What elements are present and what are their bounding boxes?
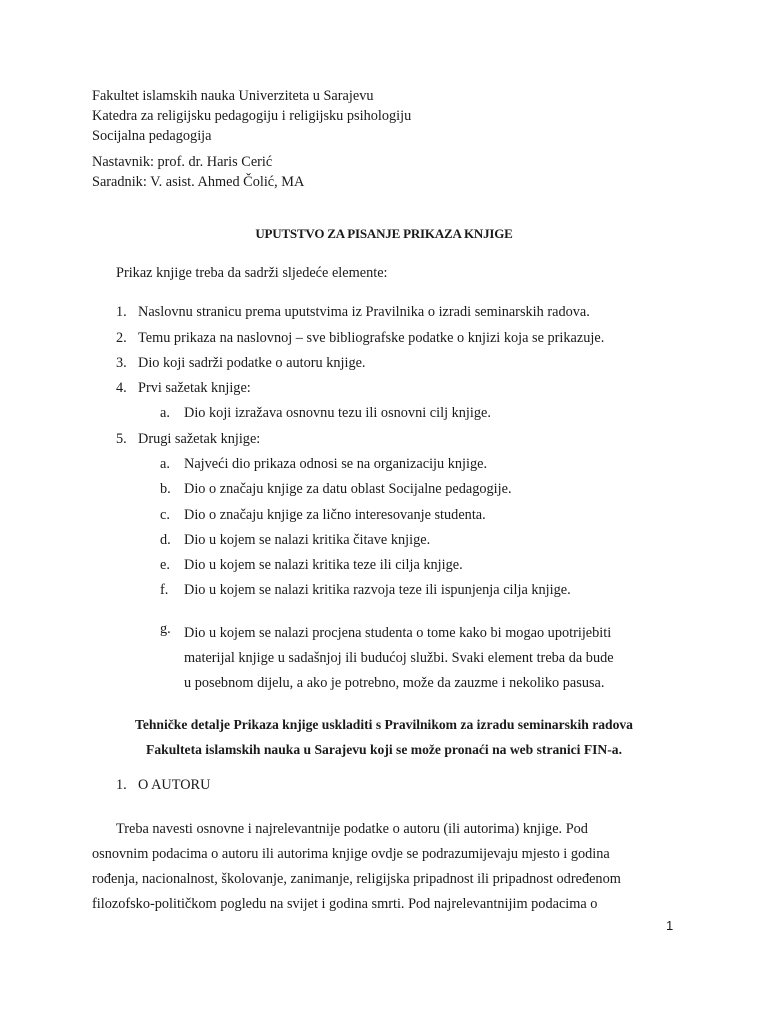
sub-list-item-text — [184, 621, 614, 696]
document-title: UPUTSTVO ZA PISANJE PRIKAZA KNJIGE — [255, 226, 513, 241]
header-line-department: Katedra za religijsku pedagogiju i religijsku psihologiju — [92, 108, 412, 124]
assistant-line: Saradnik: V. asist. Ahmed Čolić, MA — [92, 174, 305, 190]
sub-list-item-line: Dio u kojem se nalazi procjena studenta o tome kako bi mogao upotrijebiti — [184, 625, 612, 641]
sub-list-item-text: Najveći dio prikaza odnosi se na organizaciju knjige. — [184, 456, 488, 472]
sub-list-item-text: Dio o značaju knjige za datu oblast Socijalne pedagogije. — [184, 481, 512, 497]
paragraph-line: rođenja, nacionalnost, školovanje, zanimanje, religijska pripadnost ili pripadnost određenom — [92, 871, 621, 887]
sub-list-item-letter: e. — [160, 557, 170, 573]
sub-list-item-text: Dio o značaju knjige za lično interesovanje studenta. — [184, 507, 486, 523]
intro-text: Prikaz knjige treba da sadrži sljedeće elemente: — [116, 265, 388, 281]
sub-list-item-letter: f. — [160, 582, 169, 598]
sub-list-item-line: materijal knjige u sadašnjoj ili budućoj službi. Svaki element treba da bude — [184, 650, 614, 666]
sub-list-item-text: Dio u kojem se nalazi kritika razvoja teze ili ispunjenja cilja knjige. — [184, 582, 571, 598]
technical-note-line: Tehničke detalje Prikaza knjige uskladiti s Pravilnikom za izradu seminarskih radova — [135, 717, 633, 732]
technical-note-line: Fakulteta islamskih nauka u Sarajevu koji se može pronaći na web stranici FIN-a. — [146, 742, 622, 757]
sub-list-item-line: u posebnom dijelu, a ako je potrebno, može da zauzme i nekoliko pasusa. — [184, 675, 605, 691]
faculty-header — [92, 86, 411, 146]
sub-list-item-letter: c. — [160, 507, 170, 523]
body-paragraph — [92, 817, 692, 917]
list-item-text: Naslovnu stranicu prema uputstvima iz Pravilnika o izradi seminarskih radova. — [138, 304, 590, 320]
list-item-text: Drugi sažetak knjige: — [138, 431, 261, 447]
list-item-number: 3. — [116, 355, 127, 371]
section-title: O AUTORU — [138, 777, 211, 793]
section-heading — [116, 777, 211, 794]
list-item-number: 5. — [116, 431, 127, 447]
list-item-number: 2. — [116, 330, 127, 346]
sub-list-item-letter: a. — [160, 405, 170, 421]
list-item-number: 4. — [116, 380, 127, 396]
sub-list-item-text: Dio u kojem se nalazi kritika teze ili cilja knjige. — [184, 557, 463, 573]
sub-list-item-letter: a. — [160, 456, 170, 472]
header-line-faculty: Fakultet islamskih nauka Univerziteta u Sarajevu — [92, 88, 374, 104]
section-number: 1. — [116, 777, 127, 793]
list-item-text: Temu prikaza na naslovnoj – sve bibliografske podatke o knjizi koja se prikazuje. — [138, 330, 605, 346]
sub-list-item-letter: g. — [160, 621, 171, 637]
sub-list-item-text: Dio koji izražava osnovnu tezu ili osnovni cilj knjige. — [184, 405, 491, 421]
page-number: 1 — [666, 918, 674, 933]
list-item-text: Dio koji sadrži podatke o autoru knjige. — [138, 355, 366, 371]
paragraph-line: Treba navesti osnovne i najrelevantnije podatke o autoru (ili autorima) knjige. Pod — [116, 821, 588, 837]
staff-info — [92, 152, 304, 192]
technical-note — [92, 712, 676, 762]
teacher-line: Nastavnik: prof. dr. Haris Cerić — [92, 154, 273, 170]
header-line-program: Socijalna pedagogija — [92, 128, 212, 144]
sub-list-item-letter: b. — [160, 481, 171, 497]
sub-list-item-letter: d. — [160, 532, 171, 548]
paragraph-line: osnovnim podacima o autoru ili autorima knjige ovdje se podrazumijevaju mjesto i godina — [92, 846, 610, 862]
sub-list-item-text: Dio u kojem se nalazi kritika čitave knjige. — [184, 532, 431, 548]
paragraph-line: filozofsko-političkom pogledu na svijet i godina smrti. Pod najrelevantnijim podacima o — [92, 896, 598, 912]
list-item-number: 1. — [116, 304, 127, 320]
list-item-text: Prvi sažetak knjige: — [138, 380, 251, 396]
